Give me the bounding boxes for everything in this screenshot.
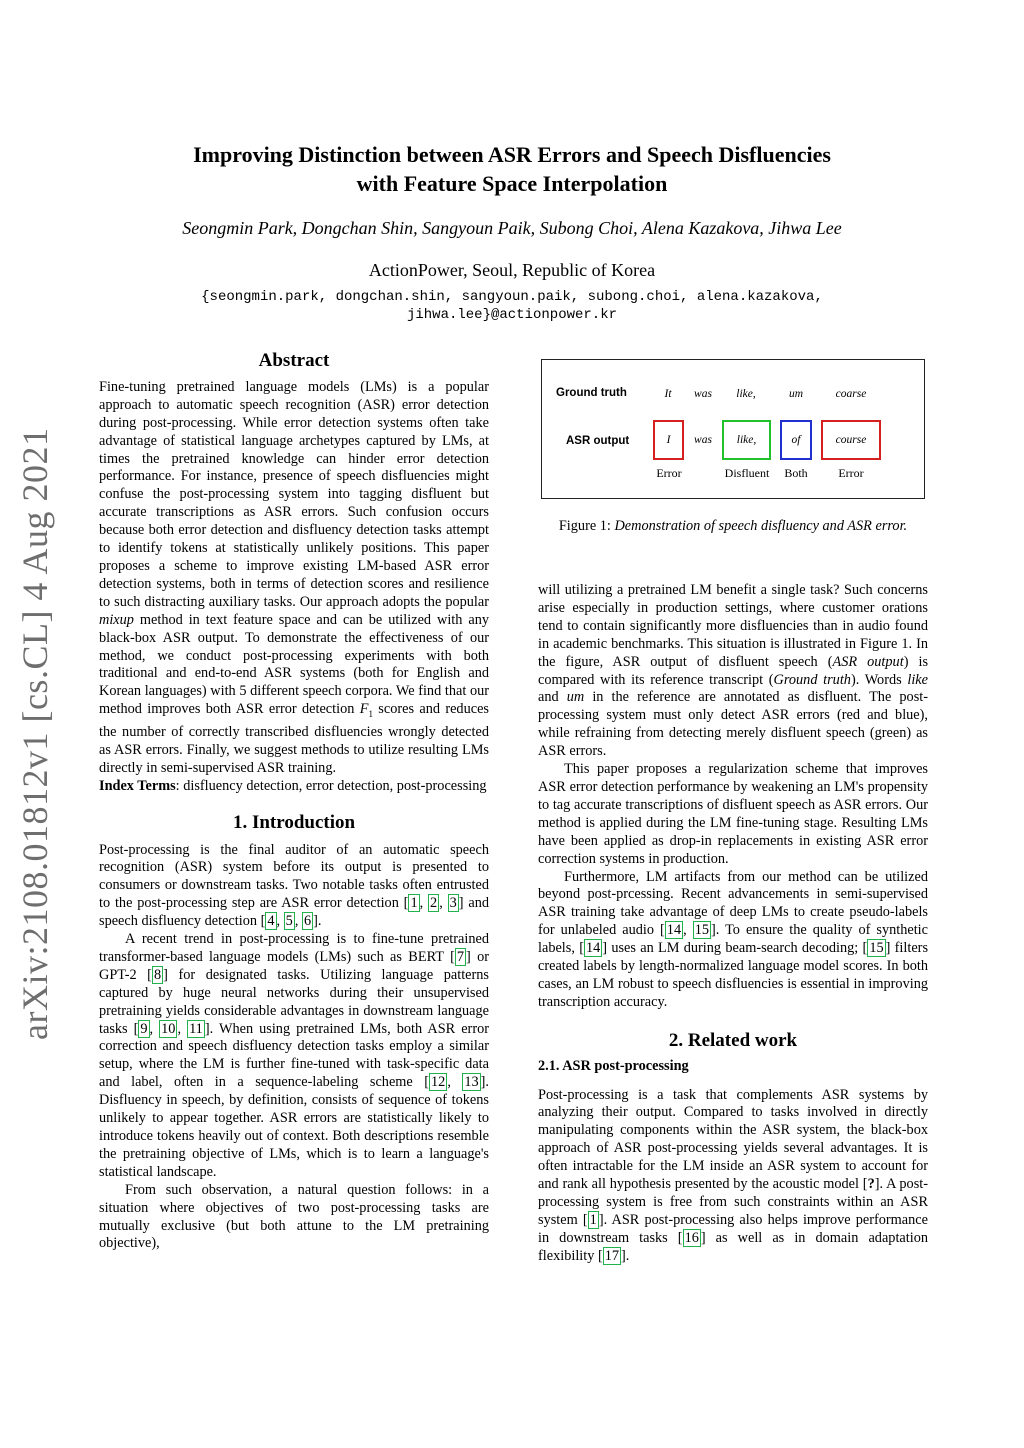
left-column <box>99 352 489 1253</box>
asr-word: like, <box>736 434 757 446</box>
intro-paragraph-6: Furthermore, LM artifacts from our method can be utilized beyond post-prcessing. Recent advancements in semi-supervised ASR training take advantage of deep LMs to create pseudo-labels for unlabeled audio [ 14 , 15 ]. To ensure the quality of synthetic labels, [ 14 ] uses an LM during beam-search decoding; [ 15 ] filters created labels by length-normalized language model scores. In both cases, an LM robust to speech disfluencies is essential in improving transcription accuracy. <box>538 868 929 1010</box>
citation-link[interactable]: 1 <box>410 895 418 912</box>
gt-word: It <box>664 388 672 400</box>
asr-word: of <box>791 434 801 446</box>
index-terms: Index Terms: disfluency detection, error detection, post-processing <box>99 777 487 794</box>
disfluent-tag: Disfluent <box>724 466 770 480</box>
intro-paragraph-2: A recent trend in post-processing is to fine-tune pretrained transformer-based language models (LMs) such as BERT [ 7 ] or GPT-2 [ 8 ] for designated tasks. Utilizing language patterns captured by huge neural networks during their unsupervised pretraining yields considerable advantages in downstream language tasks [ 9 , 10 , 11 ]. When using pretrained LMs, both ASR error correction and speech disfluency detection tasks employ a similar setup, where the LM is further fine-tuned with task-specific data and label, often in a sequence-labeling scheme [ 12 , 13 ]. Disfluency in speech, by definition, consists of sequence of tokens unlikely to appear together. ASR errors are statistically likely to introduce tokens heavily out of context. Both descriptions resemble the pretraining objective of LMs, which is to learn a language's statistical landscape. <box>99 931 490 1180</box>
citation-link[interactable]: 15 <box>694 922 709 939</box>
citation-link[interactable]: 6 <box>303 913 312 930</box>
gt-word: was <box>694 388 712 400</box>
citation-link[interactable]: 3 <box>449 895 457 912</box>
unresolved-citation: ? <box>867 1176 875 1193</box>
asr-word: course <box>835 434 867 446</box>
emails-line-2: jihwa.lee}@actionpower.kr <box>406 307 618 323</box>
citation-link[interactable]: 5 <box>285 913 293 930</box>
intro-paragraph-1: Post-processing is the final auditor of an automatic speech recognition (ASR) system before its output is presented to consumers or downstream tasks. Two notable tasks often entrusted to the post-processing step are ASR error detection [ 1 , 2 , 3 ] and speech disfluency detection [ 4 , 5 , 6 ]. <box>99 841 490 930</box>
introduction-heading: 1. Introduction <box>232 811 356 833</box>
citation-link[interactable]: 14 <box>666 922 682 939</box>
citation-link[interactable]: 15 <box>869 940 884 957</box>
citation-link[interactable]: 9 <box>140 1020 148 1037</box>
emails-line-1: {seongmin.park, dongchan.shin, sangyoun.paik, subong.choi, alena.kazakova, <box>201 289 823 305</box>
citation-link[interactable]: 16 <box>684 1229 699 1246</box>
gt-word: coarse <box>835 388 867 400</box>
citation-link[interactable]: 7 <box>456 948 464 965</box>
intro-paragraph-4: will utilizing a pretrained LM benefit a single task? Such concerns arise especially in production settings, where customer orations tend to contain significantly more disfluencies than in audio found in academic benchmarks. This situation is illustrated in Figure 1. In the figure, ASR output of disfluent speech (ASR output) is compared with its reference transcript (Ground truth). Words like and um in the reference are annotated as disfluent. The post-processing system must only detect ASR errors (red and blue), while refraining from detecting merely disfluent speech (green) as ASR errors. <box>538 582 929 760</box>
gt-word: um <box>788 388 804 400</box>
figure-1 <box>541 359 925 499</box>
affiliation: ActionPower, Seoul, Republic of Korea <box>368 260 656 280</box>
gt-word: like, <box>736 388 756 400</box>
right-column <box>538 582 928 1266</box>
abstract-text: Fine-tuning pretrained language models (LMs) is a popular approach to automatic speech recognition (ASR) error detection during post-processing. While error detection systems often take advantage of statistical language archetypes captured by LMs, at times the pretrained knowledge can hinder error detection performance. For instance, presence of speech disfluencies might confuse the post-processing system into tagging disfluent but accurate transcriptions as ASR errors. Such confusion occurs because both error detection and disfluency detection tasks attempt to identify tokens at statistically unlikely positions. This paper proposes a scheme to improve existing LM-based ASR error detection systems, both in terms of detection scores and resilience to such distracting auxiliary tasks. Our approach adopts the popular mixup method in text feature space and can be utilized with any black-box ASR output. To demonstrate the effectiveness of our method, we conduct post-processing experiments with both traditional and end-to-end ASR systems (both for English and Korean languages) with 5 different speech corpora. We find that our method improves both ASR error detection $F_1$ scores and reduces the number of correctly transcribed disfluencies wrongly detected as ASR errors. Finally, we suggest methods to utilize resulting LMs directly in semi-supervised ASR training. <box>99 378 489 776</box>
intro-paragraph-3: From such observation, a natural question follows: in a situation where objectives of two post-processing tasks are mutually exclusive (but both attune to the LM pretraining objective), <box>99 1181 489 1252</box>
ground-truth-label: Ground truth <box>556 387 627 399</box>
citation-link[interactable]: 2 <box>430 895 438 912</box>
asr-output-label: ASR output <box>566 435 630 447</box>
related-paragraph-1: Post-processing is a task that complements ASR systems by analyzing their output. Compared to tasks involved in directly manipulating components within the ASR system, the black-box approach of ASR post-processing yields several advantages. It is often intractable for the LM inside an ASR system to account for and rank all hypothesis presented by the acoustic model [?]. A post-processing system is free from such constraints within an ASR system [ 1 ]. ASR post-processing also helps improve performance in downstream tasks [ 16 ] as well as in domain adaptation flexibility [ 17 ]. <box>538 1086 929 1264</box>
citation-link[interactable]: 1 <box>589 1211 597 1228</box>
citation-link[interactable]: 10 <box>161 1020 176 1037</box>
both-tag: Both <box>784 466 808 480</box>
citation-link[interactable]: 13 <box>464 1074 479 1091</box>
asr-word: I <box>666 434 671 446</box>
error-tag: Error <box>838 466 864 480</box>
abstract-heading: Abstract <box>258 350 330 371</box>
arxiv-identifier: arXiv:2108.01812v1 [cs.CL] 4 Aug 2021 <box>15 427 55 1040</box>
intro-paragraph-5: This paper proposes a regularization scheme that improves ASR error detection performance by weakening an LM's propensity to tag accurate transcriptions of disfluent speech as ASR errors. Our method is applied during the LM fine-tuning stage. Resulting LMs have been applied as drop-in replacements in existing ASR error correction systems in production. <box>538 761 928 867</box>
related-work-heading: 2. Related work <box>668 1029 798 1051</box>
asr-word: was <box>694 434 712 446</box>
figure-1-caption: Figure 1: Demonstration of speech disfluency and ASR error. <box>558 518 908 534</box>
title-line-2: with Feature Space Interpolation <box>356 171 668 196</box>
citation-link[interactable]: 4 <box>267 913 275 930</box>
author-list: Seongmin Park, Dongchan Shin, Sangyoun Paik, Subong Choi, Alena Kazakova, Jihwa Lee <box>182 218 842 238</box>
asr-post-processing-subheading: 2.1. ASR post-processing <box>538 1057 689 1074</box>
title-line-1: Improving Distinction between ASR Errors and Speech Disfluencies <box>193 142 831 167</box>
paper-title <box>0 140 1024 198</box>
error-tag: Error <box>656 466 682 480</box>
author-emails <box>0 288 1024 324</box>
citation-link[interactable]: 11 <box>189 1020 203 1037</box>
citation-link[interactable]: 8 <box>153 966 162 983</box>
citation-link[interactable]: 14 <box>585 940 601 957</box>
citation-link[interactable]: 17 <box>604 1247 620 1264</box>
citation-link[interactable]: 12 <box>431 1074 446 1091</box>
